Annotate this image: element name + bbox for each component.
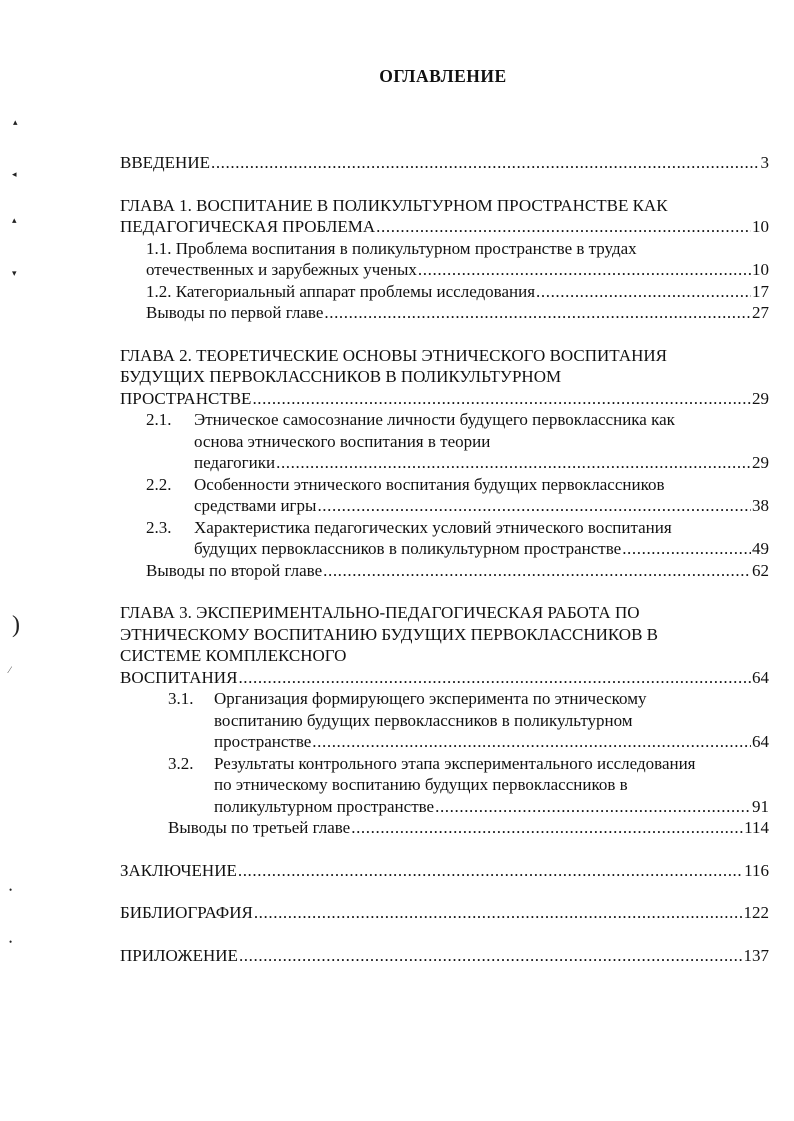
section-number: 3.2. [168, 753, 194, 773]
leader-dots [252, 388, 751, 410]
toc-label: Выводы по второй главе [146, 560, 323, 580]
toc-entry-appendix[interactable] [120, 945, 769, 967]
leader-dots [435, 796, 751, 818]
toc-page-number: 91 [752, 796, 769, 816]
scan-speck: ▾ [12, 268, 17, 278]
leader-dots [238, 667, 751, 689]
toc-entry-chapter-1-conclusion[interactable] [146, 302, 769, 324]
toc-page-number: 3 [760, 153, 769, 172]
leader-dots [622, 538, 751, 560]
toc-entry-section-1-2[interactable] [146, 281, 769, 303]
leader-dots [239, 945, 743, 967]
section-number: 2.1. [146, 410, 172, 429]
leader-dots [324, 302, 751, 324]
toc-page-number: 116 [744, 860, 769, 880]
toc-entry-chapter-3-conclusion[interactable] [168, 817, 769, 839]
toc-page-number: 64 [752, 667, 769, 687]
toc-page-number: 38 [752, 496, 769, 515]
toc-entry-bibliography[interactable] [120, 902, 769, 924]
leader-dots [376, 216, 751, 238]
scan-speck: ◂ [12, 169, 17, 179]
scan-speck: ▴ [13, 117, 18, 127]
toc-page-number: 49 [752, 539, 769, 558]
scan-speck: • [9, 885, 13, 895]
toc-entry-chapter-1[interactable] [120, 195, 769, 238]
toc-page-number: 122 [743, 903, 769, 922]
toc-label: ЗАКЛЮЧЕНИЕ [120, 860, 237, 880]
toc-label: пространстве [214, 732, 312, 751]
toc-label: Выводы по первой главе [146, 303, 324, 322]
page-title: ОГЛАВЛЕНИЕ [379, 66, 507, 86]
toc-entry-section-3-1[interactable] [168, 688, 769, 753]
toc-page-number: 10 [752, 260, 769, 279]
toc-label: ЭТНИЧЕСКОМУ ВОСПИТАНИЮ БУДУЩИХ ПЕРВОКЛАССНИКОВ В [120, 624, 658, 644]
toc-label: ГЛАВА 3. ЭКСПЕРИМЕНТАЛЬНО-ПЕДАГОГИЧЕСКАЯ РАБОТА ПО [120, 603, 640, 622]
toc-page-number: 137 [743, 945, 769, 965]
scan-speck: ⁄ [9, 665, 11, 675]
toc-label: ПЕДАГОГИЧЕСКАЯ ПРОБЛЕМА [120, 217, 376, 236]
toc-entry-introduction[interactable] [120, 152, 769, 174]
toc-entry-chapter-2[interactable] [120, 345, 769, 410]
toc-label: ПРИЛОЖЕНИЕ [120, 945, 238, 965]
toc-label: 1.1. Проблема воспитания в поликультурном пространстве в трудах [146, 238, 637, 258]
scan-speck: • [9, 937, 13, 947]
toc-label: ГЛАВА 2. ТЕОРЕТИЧЕСКИЕ ОСНОВЫ ЭТНИЧЕСКОГО ВОСПИТАНИЯ [120, 345, 667, 365]
section-number: 3.1. [168, 689, 194, 708]
toc-entry-chapter-3[interactable] [120, 602, 769, 688]
leader-dots [312, 731, 751, 753]
toc-label: педагогики [194, 453, 276, 472]
toc-label: ПРОСТРАНСТВЕ [120, 388, 252, 408]
toc-page-number: 29 [752, 453, 769, 472]
toc-entry-section-2-2[interactable] [146, 474, 769, 517]
toc-page-number: 114 [744, 818, 769, 837]
toc-entry-section-3-2[interactable] [168, 753, 769, 818]
toc-label: ВОСПИТАНИЯ [120, 667, 238, 687]
toc-entry-section-2-3[interactable] [146, 517, 769, 560]
toc-label: отечественных и зарубежных ученых [146, 260, 417, 279]
toc-label: воспитанию будущих первоклассников в поликультурном [214, 710, 633, 730]
leader-dots [254, 902, 743, 924]
toc-label: Этническое самосознание личности будущего первоклассника как [194, 410, 675, 429]
toc-label: основа этнического воспитания в теории [194, 431, 491, 451]
leader-dots [211, 152, 760, 174]
toc-label: БИБЛИОГРАФИЯ [120, 903, 253, 922]
toc-label: ВВЕДЕНИЕ [120, 153, 210, 172]
scan-speck: ) [12, 612, 20, 638]
leader-dots [351, 817, 743, 839]
toc-label: Результаты контрольного этапа экспериментального исследования [214, 753, 696, 773]
toc-label: средствами игры [194, 496, 317, 515]
section-number: 2.3. [146, 517, 172, 537]
leader-dots [276, 452, 751, 474]
toc-label: по этническому воспитанию будущих первоклассников в [214, 775, 628, 794]
toc-page-number: 62 [752, 560, 769, 580]
leader-dots [323, 560, 751, 582]
toc-entry-conclusion[interactable] [120, 860, 769, 882]
scan-speck: ▴ [12, 215, 17, 225]
toc-label: Характеристика педагогических условий этнического воспитания [194, 517, 672, 537]
toc-entry-section-1-1[interactable] [146, 238, 769, 281]
toc-page-number: 64 [752, 732, 769, 751]
toc-label: Выводы по третьей главе [168, 818, 351, 837]
toc-page-number: 29 [752, 388, 769, 408]
section-number: 2.2. [146, 474, 172, 494]
leader-dots [238, 860, 743, 882]
leader-dots [317, 495, 751, 517]
toc-page-number: 17 [752, 281, 769, 301]
toc-label: поликультурном пространстве [214, 796, 435, 816]
table-of-contents [120, 152, 769, 966]
toc-label: ГЛАВА 1. ВОСПИТАНИЕ В ПОЛИКУЛЬТУРНОМ ПРОСТРАНСТВЕ КАК [120, 195, 668, 215]
toc-page-number: 10 [752, 217, 769, 236]
toc-label: Особенности этнического воспитания будущих первоклассников [194, 474, 665, 494]
toc-entry-section-2-1[interactable] [146, 409, 769, 474]
toc-label: будущих первоклассников в поликультурном пространстве [194, 539, 622, 558]
toc-label: Организация формирующего эксперимента по этническому [214, 689, 647, 708]
toc-label: БУДУЩИХ ПЕРВОКЛАССНИКОВ В ПОЛИКУЛЬТУРНОМ [120, 367, 562, 386]
toc-label: 1.2. Категориальный аппарат проблемы исследования [146, 281, 536, 301]
leader-dots [536, 281, 751, 303]
leader-dots [418, 259, 751, 281]
toc-page-number: 27 [752, 303, 769, 322]
toc-entry-chapter-2-conclusion[interactable] [146, 560, 769, 582]
toc-label: СИСТЕМЕ КОМПЛЕКСНОГО [120, 646, 347, 665]
